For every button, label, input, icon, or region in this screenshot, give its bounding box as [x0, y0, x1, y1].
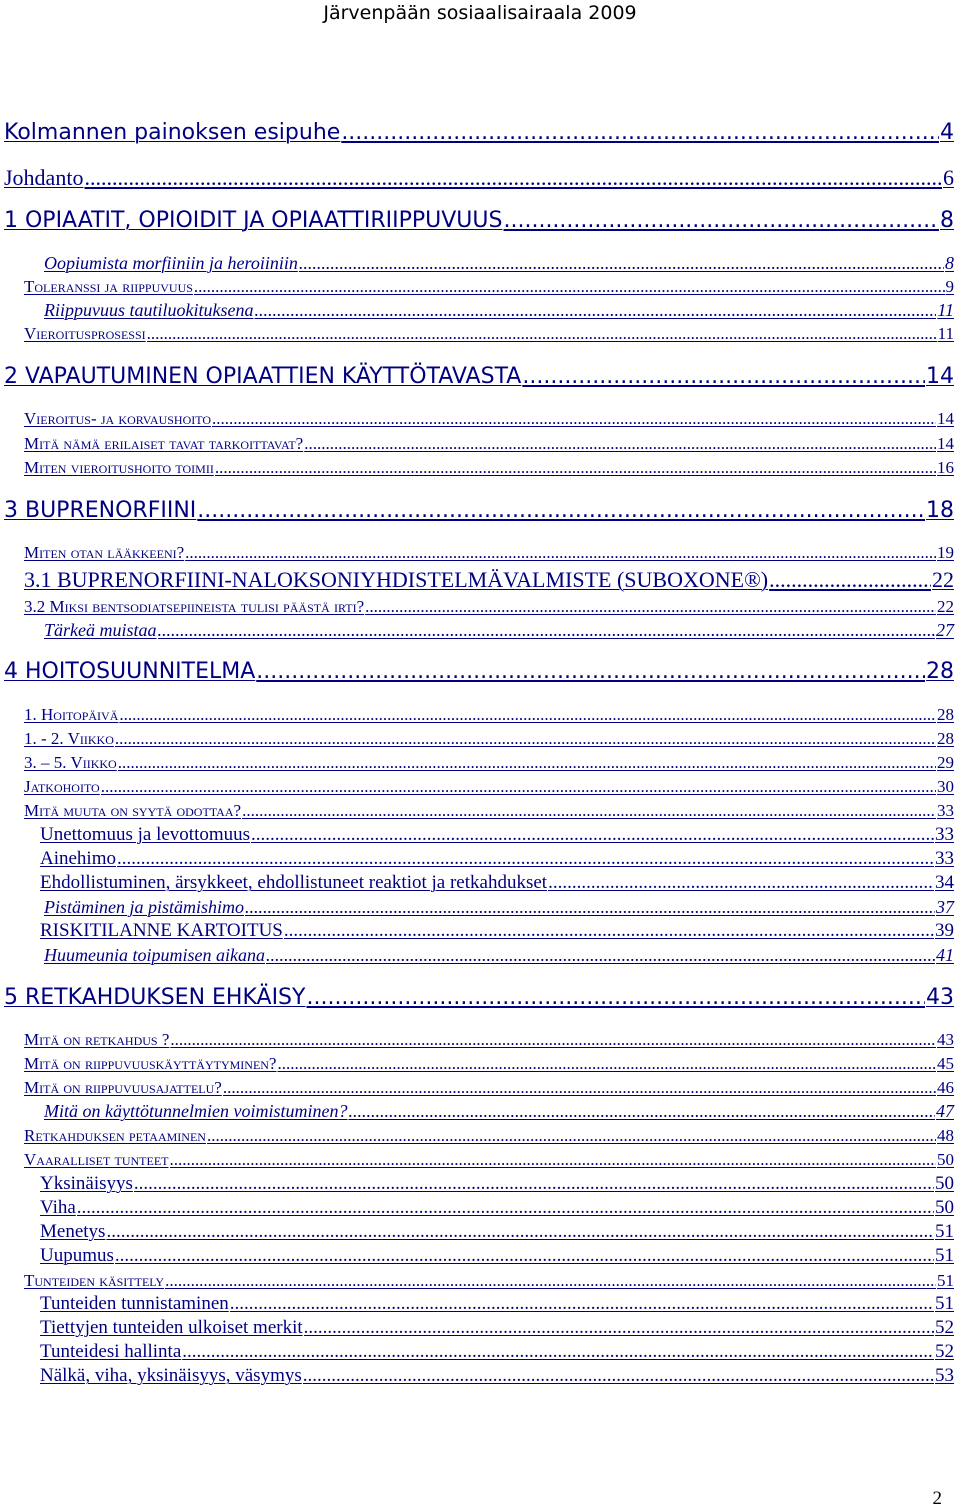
toc-entry-title: Ainehimo: [40, 848, 116, 869]
toc-leader-dots: [215, 458, 936, 478]
toc-leader-dots: [266, 945, 935, 966]
toc-entry[interactable]: [44, 253, 954, 274]
toc-entry-page: 52: [935, 1341, 954, 1362]
toc-leader-dots: [348, 1101, 935, 1122]
toc-leader-dots: [304, 434, 936, 454]
toc-entry-page: 43: [926, 985, 954, 1010]
toc-entry[interactable]: [4, 364, 954, 389]
toc-leader-dots: [118, 753, 936, 773]
toc-entry-title: 3.2 Miksi bentsodiatsepiineista tulisi päästä irti?: [24, 597, 365, 616]
toc-entry[interactable]: [44, 620, 954, 641]
toc-leader-dots: [306, 985, 925, 1010]
toc-entry[interactable]: [40, 1293, 954, 1315]
toc-entry[interactable]: [24, 277, 954, 297]
toc-entry[interactable]: [24, 543, 954, 563]
toc-entry-title: Tunteiden tunnistaminen: [40, 1293, 229, 1314]
toc-entry-title: 1 OPIAATIT, OPIOIDIT JA OPIAATTIRIIPPUVUUS: [4, 208, 503, 233]
toc-entry[interactable]: [24, 705, 954, 725]
toc-entry-page: 51: [935, 1221, 954, 1242]
toc-entry[interactable]: [40, 1365, 954, 1387]
toc-entry-page: 4: [940, 120, 954, 145]
toc-entry[interactable]: [40, 1341, 954, 1363]
toc-entry[interactable]: [4, 659, 954, 684]
toc-entry[interactable]: [44, 897, 954, 918]
toc-leader-dots: [230, 1293, 934, 1315]
toc-entry-page: 50: [935, 1197, 954, 1218]
toc-leader-dots: [242, 801, 936, 821]
toc-leader-dots: [207, 1126, 936, 1146]
toc-entry-page: 43: [937, 1030, 954, 1049]
toc-entry-title: Uupumus: [40, 1245, 114, 1266]
toc-entry-title: 3.1 BUPRENORFIINI-NALOKSONIYHDISTELMÄVALMISTE (SUBOXONE®): [24, 567, 769, 592]
toc-leader-dots: [299, 253, 944, 274]
toc-entry[interactable]: [40, 1317, 954, 1339]
toc-entry-page: 48: [937, 1126, 954, 1145]
toc-entry-page: 18: [926, 498, 954, 523]
toc-leader-dots: [119, 705, 936, 725]
toc-entry-title: 1. Hoitopäivä: [24, 705, 119, 724]
toc-entry-page: 46: [937, 1078, 954, 1097]
toc-entry-title: Mitä muuta on syytä odottaa?: [24, 801, 242, 820]
toc-entry-title: Huumeunia toipumisen aikana: [44, 945, 265, 965]
toc-leader-dots: [84, 165, 942, 191]
toc-entry[interactable]: [24, 324, 954, 344]
toc-entry[interactable]: [44, 945, 954, 966]
toc-leader-dots: [245, 897, 935, 918]
toc-entry[interactable]: [44, 300, 954, 321]
toc-entry-page: 27: [936, 620, 954, 640]
toc-leader-dots: [182, 1341, 934, 1363]
toc-leader-dots: [115, 1245, 934, 1267]
toc-entry-title: 3 BUPRENORFIINI: [4, 498, 197, 523]
toc-entry[interactable]: [40, 920, 954, 942]
toc-entry[interactable]: [24, 1078, 954, 1098]
toc-leader-dots: [254, 300, 936, 321]
toc-leader-dots: [212, 409, 936, 429]
toc-entry-page: 50: [937, 1150, 954, 1169]
toc-entry-title: Tunteidesi hallinta: [40, 1341, 182, 1362]
toc-leader-dots: [503, 208, 939, 233]
toc-entry-page: 8: [945, 253, 954, 273]
toc-entry[interactable]: [24, 1271, 954, 1291]
toc-leader-dots: [77, 1197, 934, 1219]
toc-leader-dots: [147, 324, 937, 344]
toc-entry-page: 11: [937, 300, 954, 320]
toc-entry[interactable]: [40, 1221, 954, 1243]
toc-leader-dots: [251, 824, 934, 846]
toc-entry[interactable]: [24, 801, 954, 821]
toc-entry-title: RISKITILANNE KARTOITUS: [40, 920, 283, 941]
toc-entry-title: Tunteiden käsittely: [24, 1271, 165, 1290]
toc-entry-page: 33: [935, 824, 954, 845]
toc-entry-title: Mitä on riippuvuusajattelu?: [24, 1078, 222, 1097]
toc-leader-dots: [134, 1173, 934, 1195]
toc-entry-page: 33: [937, 801, 954, 820]
toc-entry-page: 28: [937, 705, 954, 724]
toc-entry[interactable]: [24, 1054, 954, 1074]
toc-entry-title: 1. - 2. Viikko: [24, 729, 114, 748]
toc-entry-title: 2 VAPAUTUMINEN OPIAATTIEN KÄYTTÖTAVASTA: [4, 364, 522, 389]
toc-entry-title: 5 RETKAHDUKSEN EHKÄISY: [4, 985, 306, 1010]
toc-entry-page: 28: [926, 659, 954, 684]
toc-entry-title: Mitä on riippuvuuskäyttäytyminen?: [24, 1054, 277, 1073]
toc-entry-title: Johdanto: [4, 165, 84, 190]
toc-entry-title: Retkahduksen petaaminen: [24, 1126, 206, 1145]
toc-leader-dots: [115, 729, 936, 749]
toc-entry[interactable]: [24, 777, 954, 797]
toc-leader-dots: [106, 1221, 934, 1243]
toc-entry[interactable]: [40, 848, 954, 870]
toc-entry[interactable]: [4, 165, 954, 191]
toc-entry[interactable]: [40, 1173, 954, 1195]
running-header: Järvenpään sosiaalisairaala 2009: [323, 2, 637, 24]
toc-entry-page: 41: [936, 945, 954, 965]
toc-entry-title: Vieroitusprosessi: [24, 324, 146, 343]
toc-entry[interactable]: [24, 1126, 954, 1146]
toc-entry[interactable]: [24, 753, 954, 773]
toc-entry-title: Jatkohoito: [24, 777, 100, 796]
toc-leader-dots: [170, 1030, 936, 1050]
toc-entry[interactable]: [40, 1245, 954, 1267]
toc-leader-dots: [197, 498, 925, 523]
toc-entry-page: 14: [937, 409, 954, 428]
toc-leader-dots: [101, 777, 936, 797]
toc-entry-title: Vieroitus- ja korvaushoito: [24, 409, 212, 428]
toc-entry-title: Tärkeä muistaa: [44, 620, 157, 640]
toc-entry-page: 11: [937, 324, 954, 343]
toc-entry[interactable]: [4, 208, 954, 233]
page-number: 2: [932, 1488, 942, 1509]
toc-entry-page: 34: [935, 872, 954, 893]
toc-entry-title: Nälkä, viha, yksinäisyys, väsymys: [40, 1365, 302, 1386]
toc-entry-page: 52: [935, 1317, 954, 1338]
toc-entry-title: Menetys: [40, 1221, 106, 1242]
toc-leader-dots: [194, 277, 945, 297]
toc-entry-page: 22: [937, 597, 954, 616]
toc-entry-page: 53: [935, 1365, 954, 1386]
toc-entry-title: 3. – 5. Viikko: [24, 753, 117, 772]
toc-entry-page: 51: [937, 1271, 954, 1290]
toc-entry-page: 14: [937, 434, 954, 453]
toc-entry-title: 4 HOITOSUUNNITELMA: [4, 659, 256, 684]
toc-entry-title: Mitä nämä erilaiset tavat tarkoittavat?: [24, 434, 304, 453]
toc-entry-title: Unettomuus ja levottomuus: [40, 824, 251, 845]
toc-entry-page: 29: [937, 753, 954, 772]
toc-entry[interactable]: [40, 824, 954, 846]
toc-entry[interactable]: [24, 409, 954, 429]
toc-leader-dots: [769, 567, 931, 593]
toc-entry-page: 30: [937, 777, 954, 796]
toc-entry-title: Mitä on retkahdus ?: [24, 1030, 170, 1049]
toc-leader-dots: [185, 543, 936, 563]
toc-entry-title: Miten otan lääkkeeni?: [24, 543, 185, 562]
toc-entry[interactable]: [24, 1150, 954, 1170]
toc-leader-dots: [117, 848, 934, 870]
toc-entry-title: Riippuvuus tautiluokituksena: [44, 300, 254, 320]
toc-entry-title: Pistäminen ja pistämishimo: [44, 897, 245, 917]
toc-entry-page: 19: [937, 543, 954, 562]
toc-entry[interactable]: [4, 120, 954, 145]
toc-entry[interactable]: [4, 985, 954, 1010]
toc-entry-title: Tiettyjen tunteiden ulkoiset merkit: [40, 1317, 303, 1338]
toc-leader-dots: [365, 597, 936, 617]
toc-leader-dots: [170, 1150, 936, 1170]
toc-entry-title: Yksinäisyys: [40, 1173, 133, 1194]
toc-entry-page: 50: [935, 1173, 954, 1194]
toc-entry[interactable]: [24, 458, 954, 478]
toc-entry-page: 22: [932, 567, 954, 592]
toc-entry-page: 16: [937, 458, 954, 477]
toc-entry[interactable]: [24, 729, 954, 749]
toc-entry-page: 47: [936, 1101, 954, 1121]
toc-entry[interactable]: [24, 597, 954, 617]
toc-entry-title: Mitä on käyttötunnelmien voimistuminen?: [44, 1101, 348, 1121]
toc-entry[interactable]: [24, 567, 954, 593]
toc-leader-dots: [284, 920, 934, 942]
toc-entry-page: 45: [937, 1054, 954, 1073]
toc-entry-title: Ehdollistuminen, ärsykkeet, ehdollistuneet reaktiot ja retkahdukset: [40, 872, 548, 893]
toc-entry[interactable]: [44, 1101, 954, 1122]
toc-entry-title: Kolmannen painoksen esipuhe: [4, 120, 341, 145]
toc-entry-page: 9: [945, 277, 954, 296]
toc-leader-dots: [165, 1271, 936, 1291]
toc-entry-page: 51: [935, 1293, 954, 1314]
toc-entry-page: 51: [935, 1245, 954, 1266]
toc-leader-dots: [303, 1365, 934, 1387]
toc-leader-dots: [341, 120, 939, 145]
toc-entry-page: 28: [937, 729, 954, 748]
toc-entry[interactable]: [4, 498, 954, 523]
toc-leader-dots: [223, 1078, 936, 1098]
toc-entry-title: Miten vieroitushoito toimii: [24, 458, 214, 477]
toc-entry[interactable]: [40, 872, 954, 894]
toc-leader-dots: [277, 1054, 936, 1074]
toc-leader-dots: [522, 364, 925, 389]
toc-leader-dots: [158, 620, 936, 641]
toc-entry-page: 14: [926, 364, 954, 389]
toc-leader-dots: [256, 659, 925, 684]
toc-leader-dots: [304, 1317, 934, 1339]
toc-leader-dots: [548, 872, 934, 894]
toc-entry[interactable]: [40, 1197, 954, 1219]
toc-entry-title: Viha: [40, 1197, 76, 1218]
toc-entry-title: Oopiumista morfiiniin ja heroiiniin: [44, 253, 298, 273]
toc-entry[interactable]: [24, 434, 954, 454]
toc-entry-page: 6: [943, 165, 954, 190]
toc-entry-page: 33: [935, 848, 954, 869]
toc-entry[interactable]: [24, 1030, 954, 1050]
toc-entry-page: 39: [935, 920, 954, 941]
toc-entry-page: 8: [940, 208, 954, 233]
toc-entry-title: Toleranssi ja riippuvuus: [24, 277, 193, 296]
toc-entry-page: 37: [936, 897, 954, 917]
toc-entry-title: Vaaralliset tunteet: [24, 1150, 169, 1169]
